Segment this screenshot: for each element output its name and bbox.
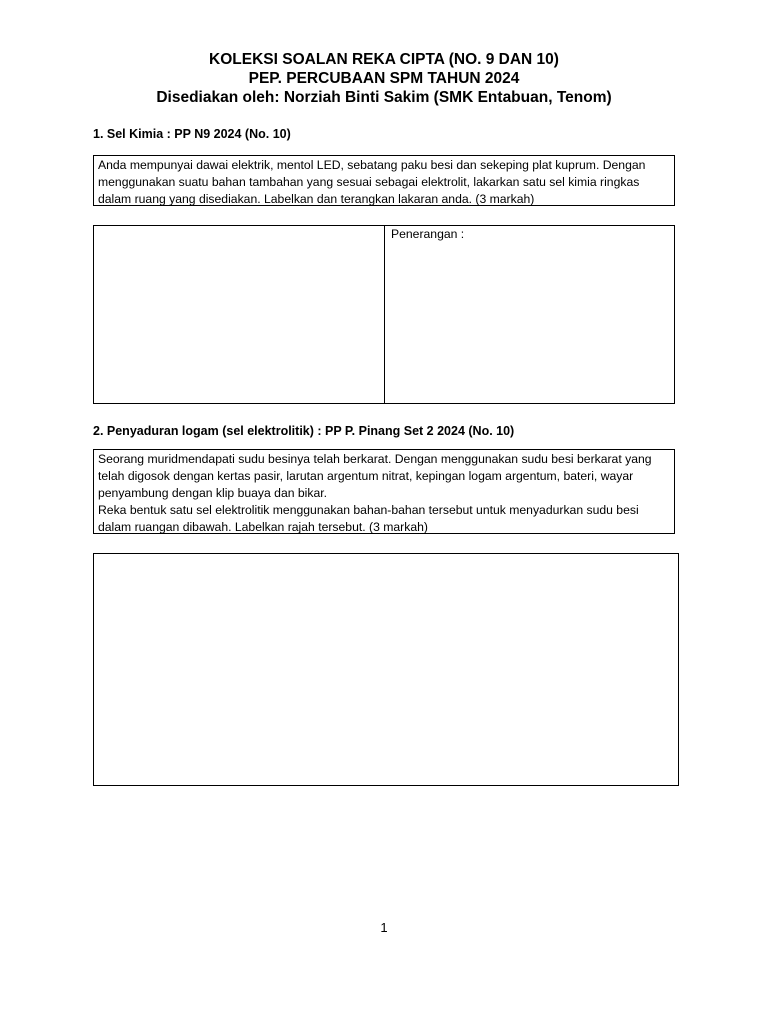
q1-heading: 1. Sel Kimia : PP N9 2024 (No. 10) bbox=[93, 127, 291, 141]
q2-question-paragraph-1: Seorang muridmendapati sudu besinya telah berkarat. Dengan menggunakan sudu besi berkarat yang telah digosok dengan kertas pasir, larutan argentum nitrat, kepingan logam argentum, bateri, wayar penyambung dengan klip buaya dan bikar. bbox=[98, 452, 652, 500]
document-header bbox=[0, 50, 768, 107]
q1-answer-table bbox=[93, 225, 675, 404]
page-number: 1 bbox=[380, 920, 388, 935]
q1-question-text: Anda mempunyai dawai elektrik, mentol LED, sebatang paku besi dan sekeping plat kuprum. Dengan menggunakan suatu bahan tambahan yang sesuai sebagai elektrolit, lakarkan satu sel kimia ringkas dalam ruang yang disediakan. Labelkan dan terangkan lakaran anda. (3 markah) bbox=[98, 158, 646, 206]
q2-question-paragraph-2: Reka bentuk satu sel elektrolitik menggunakan bahan-bahan tersebut untuk menyadurkan sudu besi dalam ruangan dibawah. Labelkan rajah tersebut. (3 markah) bbox=[98, 503, 639, 534]
header-title: KOLEKSI SOALAN REKA CIPTA (NO. 9 DAN 10) bbox=[209, 51, 559, 68]
q2-heading: 2. Penyaduran logam (sel elektrolitik) : PP P. Pinang Set 2 2024 (No. 10) bbox=[93, 424, 515, 438]
explanation-label: Penerangan : bbox=[391, 227, 465, 241]
header-author: Disediakan oleh: Norziah Binti Sakim (SMK Entabuan, Tenom) bbox=[156, 89, 612, 106]
header-subtitle: PEP. PERCUBAAN SPM TAHUN 2024 bbox=[248, 70, 520, 87]
q1-sketch-area[interactable] bbox=[94, 226, 385, 403]
q1-question-box bbox=[93, 155, 675, 206]
q2-question-box bbox=[93, 449, 675, 534]
q2-drawing-area[interactable] bbox=[93, 553, 679, 786]
q1-explanation-area[interactable] bbox=[385, 226, 674, 403]
